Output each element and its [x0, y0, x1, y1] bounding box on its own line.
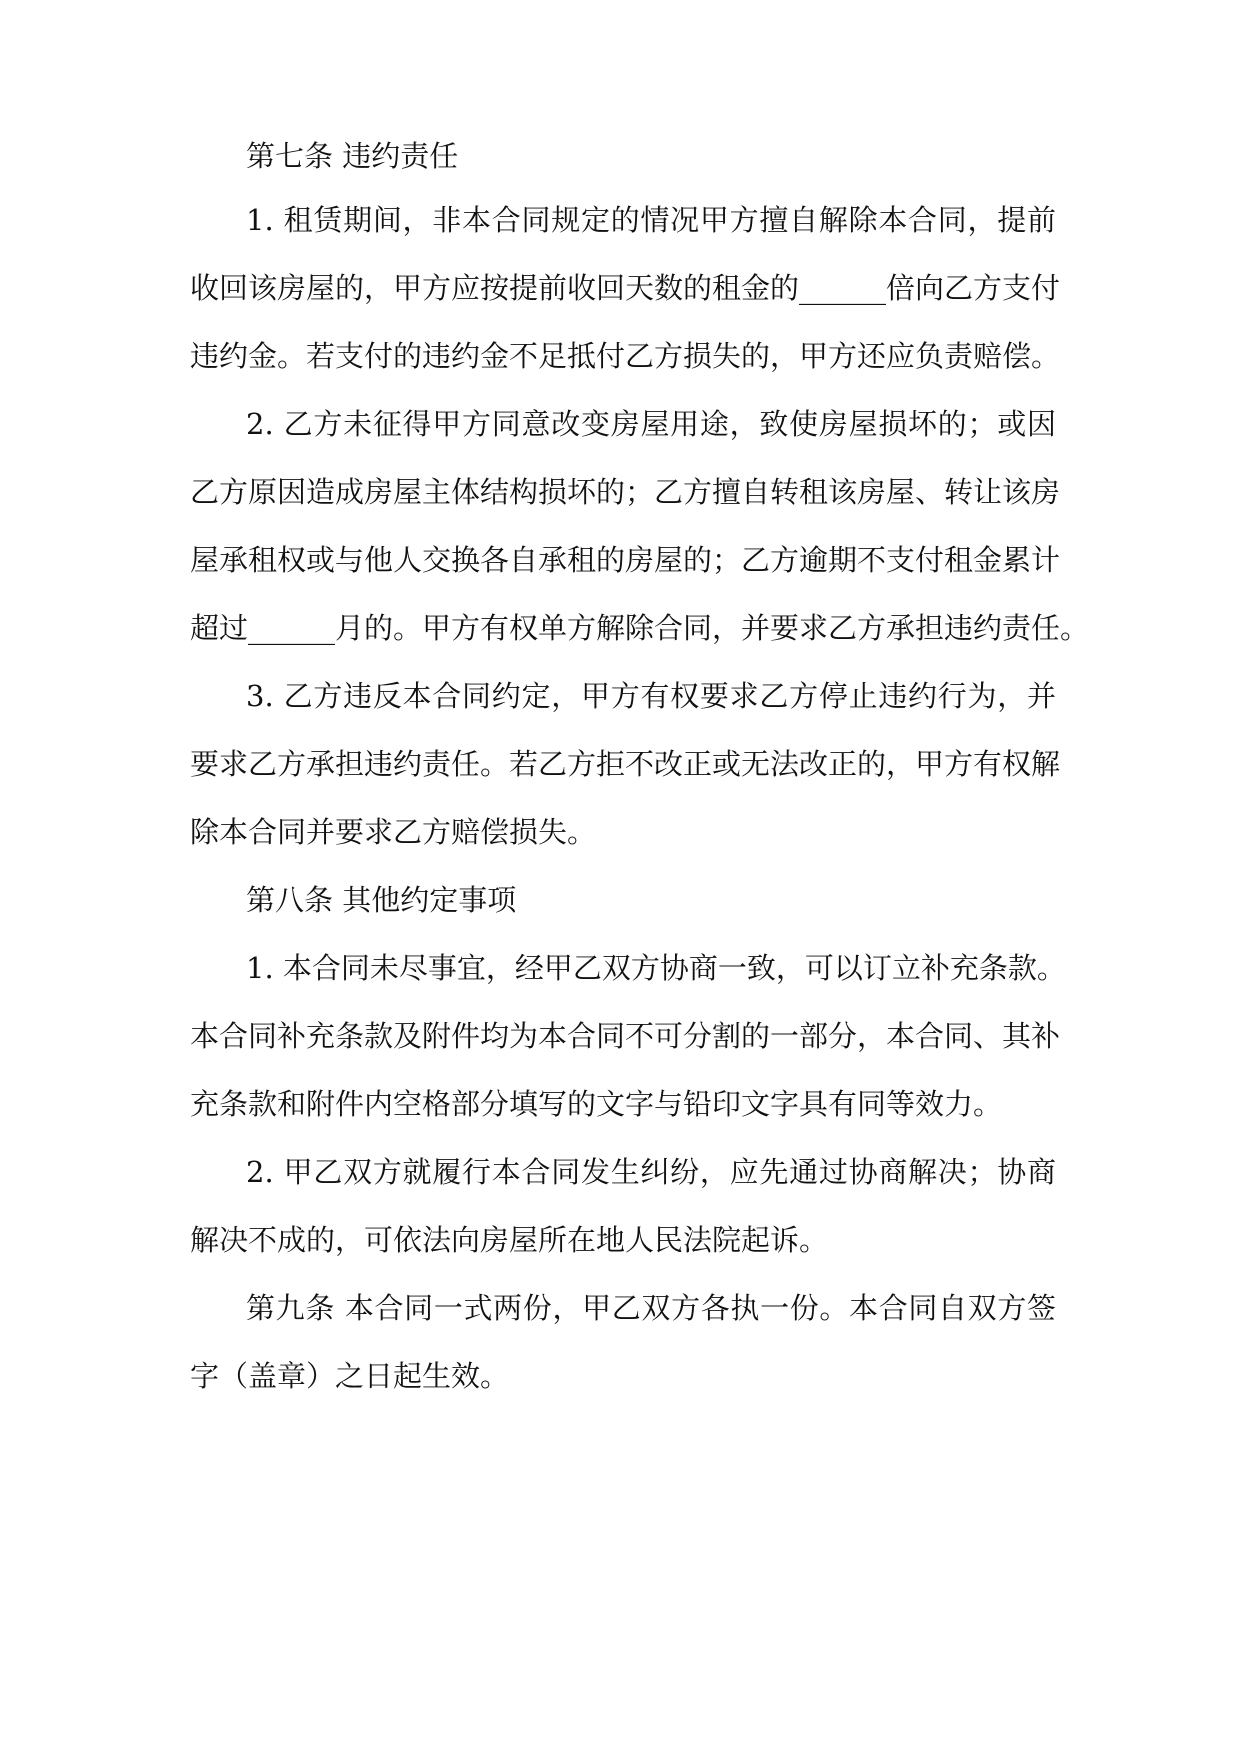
article-9-line-1: 第九条 本合同一式两份，甲乙双方各执一份。本合同自双方签	[246, 1291, 1056, 1325]
article-8-heading: 第八条 其他约定事项	[246, 883, 517, 917]
article-7-clause-1-line-2: 收回该房屋的，甲方应按提前收回天数的租金的______倍向乙方支付	[190, 271, 1061, 305]
article-9-line-2: 字（盖章）之日起生效。	[190, 1359, 510, 1393]
article-8-clause-1-line-1: 1. 本合同未尽事宜，经甲乙双方协商一致，可以订立补充条款。	[246, 951, 1066, 985]
article-7-clause-2-line-3: 屋承租权或与他人交换各自承租的房屋的；乙方逾期不支付租金累计	[190, 543, 1061, 577]
article-8-clause-1-line-2: 本合同补充条款及附件均为本合同不可分割的一部分，本合同、其补	[190, 1019, 1061, 1053]
article-7-clause-3-line-3: 除本合同并要求乙方赔偿损失。	[190, 815, 597, 849]
article-7-clause-2-line-4: 超过______月的。甲方有权单方解除合同，并要求乙方承担违约责任。	[190, 611, 1090, 645]
article-7-clause-3-line-2: 要求乙方承担违约责任。若乙方拒不改正或无法改正的，甲方有权解	[190, 747, 1061, 781]
article-7-clause-2-line-2: 乙方原因造成房屋主体结构损坏的；乙方擅自转租该房屋、转让该房	[190, 475, 1061, 509]
article-7-clause-2-line-1: 2. 乙方未征得甲方同意改变房屋用途，致使房屋损坏的；或因	[246, 407, 1056, 441]
article-8-clause-2-line-2: 解决不成的，可依法向房屋所在地人民法院起诉。	[190, 1223, 829, 1257]
article-8-clause-1-line-3: 充条款和附件内空格部分填写的文字与铅印文字具有同等效力。	[190, 1087, 1003, 1121]
article-7-clause-1-line-1: 1. 租赁期间，非本合同规定的情况甲方擅自解除本合同，提前	[246, 203, 1056, 237]
article-7-heading: 第七条 违约责任	[246, 139, 459, 173]
article-7-clause-3-line-1: 3. 乙方违反本合同约定，甲方有权要求乙方停止违约行为，并	[246, 679, 1056, 713]
article-7-clause-1-line-3: 违约金。若支付的违约金不足抵付乙方损失的，甲方还应负责赔偿。	[190, 339, 1061, 373]
article-8-clause-2-line-1: 2. 甲乙双方就履行本合同发生纠纷，应先通过协商解决；协商	[246, 1155, 1056, 1189]
